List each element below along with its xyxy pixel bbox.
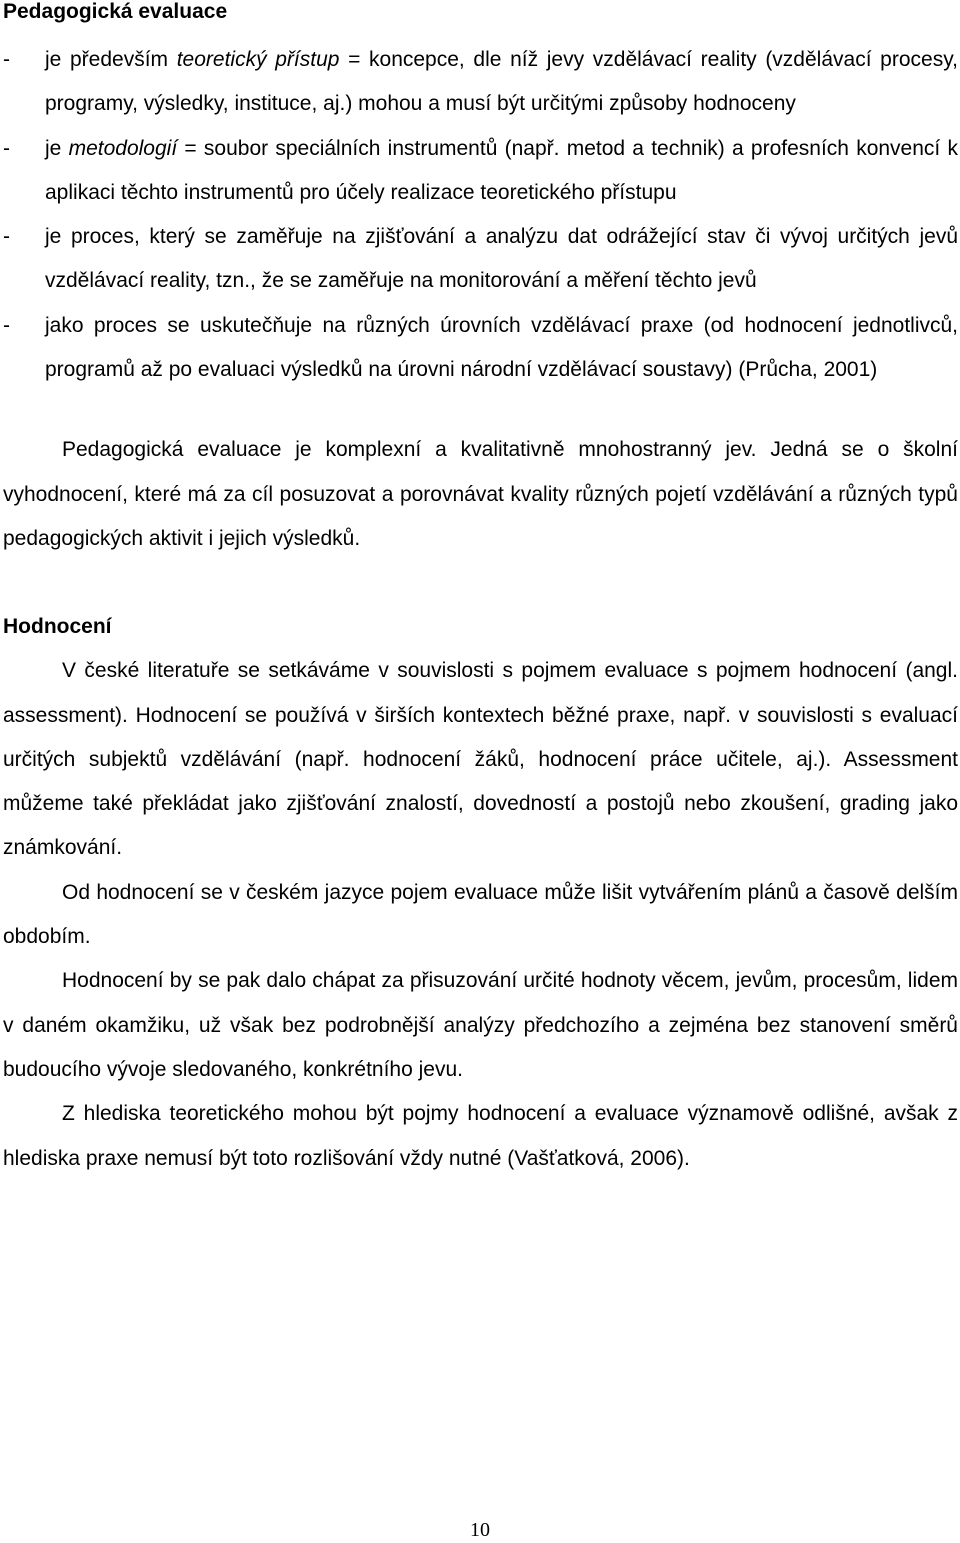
paragraph-evaluation-summary: Pedagogická evaluace je komplexní a kvalitativně mnohostranný jev. Jedná se o školní vyhodnocení, které má za cíl posuzovat a porovnávat kvality různých pojetí vzdělávání a různých typů pedagogických aktivit i jejich výsledků. — [3, 438, 958, 550]
section-heading-evaluation: Pedagogická evaluace — [3, 0, 228, 23]
list-item-text-pre: je — [45, 136, 69, 160]
paragraph-assessment-4: Z hlediska teoretického mohou být pojmy hodnocení a evaluace významově odlišné, avšak z hlediska praxe nemusí být toto rozlišování vždy nutné (Vašťatková, 2006). — [3, 1102, 958, 1170]
page-number: 10 — [470, 1519, 490, 1541]
list-item — [3, 304, 958, 393]
list-item — [3, 38, 958, 127]
dash-marker: - — [3, 136, 10, 160]
paragraph-assessment-2: Od hodnocení se v českém jazyce pojem evaluace může lišit vytvářením plánů a časově delším obdobím. — [3, 880, 958, 949]
list-item-text-post: = soubor speciálních instrumentů (např. metod a technik) a profesních konvencí k aplikaci těchto instrumentů pro účely realizace teoretického přístupu — [45, 136, 958, 204]
dash-marker: - — [3, 225, 10, 249]
list-item-text-post: = koncepce, dle níž jevy vzdělávací reality (vzdělávací procesy, programy, výsledky, instituce, aj.) mohou a musí být určitými způsoby hodnoceny — [45, 48, 958, 116]
list-item — [3, 215, 958, 304]
dash-marker: - — [3, 48, 10, 71]
list-item-text-pre: je především — [45, 48, 177, 71]
list-item — [3, 127, 958, 216]
section-heading-assessment: Hodnocení — [3, 615, 112, 639]
definition-list — [3, 38, 958, 392]
list-item-emphasis: teoretický přístup — [176, 48, 340, 71]
list-item-emphasis: metodologií — [68, 136, 178, 160]
paragraph-assessment-1: V české literatuře se setkáváme v souvislosti s pojmem evaluace s pojmem hodnocení (angl. assessment). Hodnocení se používá v širších kontextech běžné praxe, např. v souvislosti s evaluací určitých subjektů vzdělávání (např. hodnocení žáků, hodnocení práce učitele, aj.). Assessment můžeme také překládat jako zjišťování znalostí, dovedností a postojů nebo zkoušení, grading jako známkování. — [3, 659, 958, 860]
list-item-text: je proces, který se zaměřuje na zjišťování a analýzu dat odrážející stav či vývoj určitých jevů vzdělávací reality, tzn., že se zaměřuje na monitorování a měření těchto jevů — [45, 225, 958, 293]
dash-marker: - — [3, 313, 10, 337]
document-page — [3, 0, 958, 1181]
list-item-text: jako proces se uskutečňuje na různých úrovních vzdělávací praxe (od hodnocení jednotlivců, programů až po evaluaci výsledků na úrovni národní vzdělávací soustavy) (Průcha, 2001) — [45, 313, 958, 382]
paragraph-assessment-3: Hodnocení by se pak dalo chápat za přisuzování určité hodnoty věcem, jevům, procesům, lidem v daném okamžiku, už však bez podrobnější analýzy předchozího a zejména bez stanovení směrů budoucího vývoje sledovaného, konkrétního jevu. — [3, 969, 958, 1081]
